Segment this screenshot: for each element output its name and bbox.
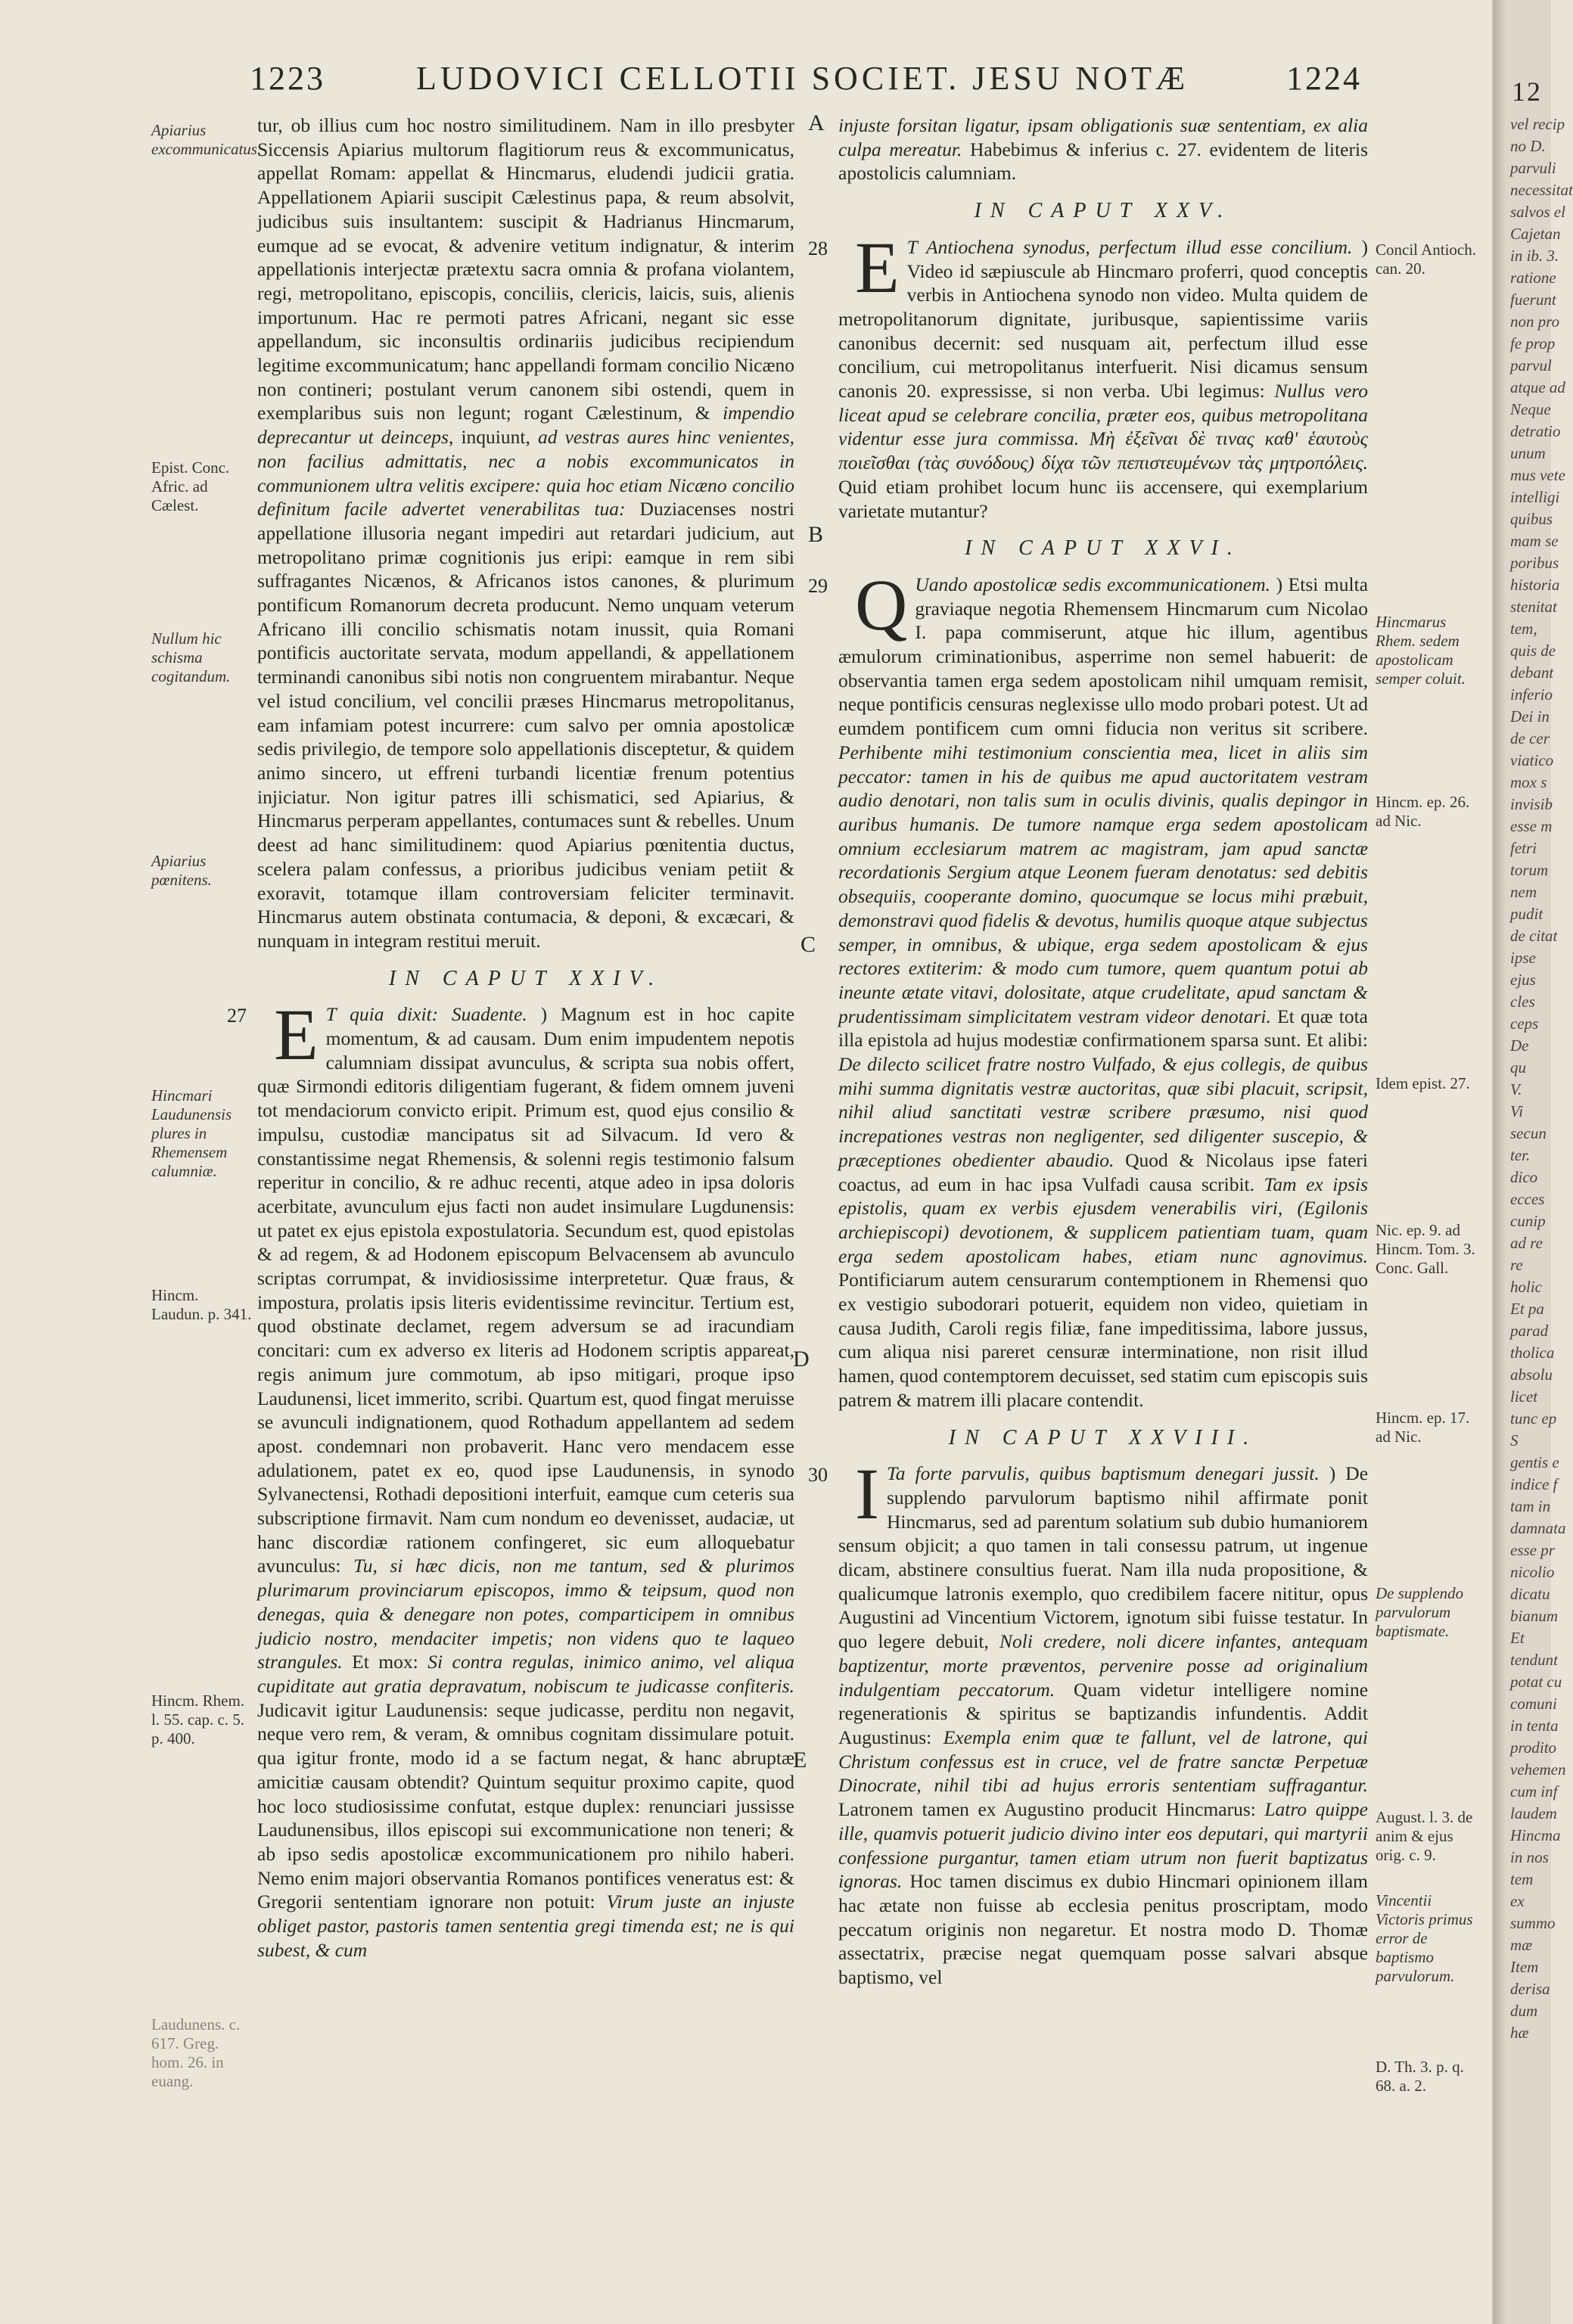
facing-page-line: de citat xyxy=(1510,927,1558,945)
facing-page-line: cles xyxy=(1510,993,1535,1011)
facing-page-line: ceps xyxy=(1510,1014,1539,1033)
paragraph-text: Judicavit igitur Laudunensis: seque judicasse, perditu non negavit, neque vero rem, & veram, & omnibus cognitam dissimulare potuit. qua igitur fronte, modo id a se factum negat, & hanc abruptæ amicitiæ causam obtendit? Quintum sequitur proximo capite, quod hoc loco studiosissime confutat, estque duplex: renunciari jussisse Laudunensibus, illos episcopi sui excommunicatione non teneri; & ab ipso sedis apostolicæ excommunicationem pro nihilo haberi. Nemo enim majori observantia Romanos pontifices veneratus est: & Gregorii sententiam ignorare non potuit: xyxy=(257,1698,794,1913)
quotation: Noli credere, noli dicere infantes, antequam baptizentur, morte præventos, pervenire posse ad originalium indulgentiam peccatorum. xyxy=(838,1630,1369,1701)
paragraph-number: 29 xyxy=(808,574,828,597)
section-heading-caput-xxviii: IN CAPUT XXVIII. xyxy=(948,1425,1258,1449)
margin-note-right-5: Nic. ep. 9. ad Hincm. Tom. 3. Conc. Gall. xyxy=(1376,1221,1475,1277)
margin-note-right-8: August. l. 3. de anim & ejus orig. c. 9. xyxy=(1376,1808,1473,1864)
paragraph-text: ) De supplendo parvulorum baptismo nihil affirmate ponit Hincmarus, sed ad parentum solatium sub dubio humaniorem sensum objicit; a quo tamen in tali consessu patrum, ut ingenue dicam, abstinere consultius fuerat. Nam illa nuda propositione, & qualicumque latronis exemplo, quo credibilem facere nititur, opus Augustini ad Vincentium Victorem, ignotum sibi fuisse testatur. In quo legere debuit, xyxy=(838,1462,1369,1653)
facing-page-line: absolu xyxy=(1510,1366,1553,1384)
facing-page-line: nem xyxy=(1510,883,1537,901)
paragraph-text: Latronem tamen ex Augustino producit Hincmarus: xyxy=(838,1798,1256,1821)
facing-page-line: mæ xyxy=(1510,1936,1533,1954)
quotation: Tam ex ipsis epistolis, quam ex verbis ejusdem venerabilis viri, (Egilonis archiepiscopi) devotionem, & supplicem patientiam tuam, quam erga sedem apostolicam habes, etiam nunc agnovimus. xyxy=(838,1173,1369,1267)
facing-page-line: Neque xyxy=(1510,400,1551,418)
facing-page-line: torum xyxy=(1510,861,1549,879)
facing-page-line: S xyxy=(1510,1431,1519,1449)
facing-page-line: parvuli xyxy=(1510,159,1556,177)
paragraph-text: Quid etiam prohibet locum hunc iis accensere, qui exemplarium varietate mutantur? xyxy=(838,475,1368,522)
margin-note-right-2: Hincmarus Rhem. sedem apostolicam semper coluit. xyxy=(1376,613,1466,688)
facing-page-line: summo xyxy=(1510,1914,1556,1932)
facing-page-line: invisib xyxy=(1510,795,1553,813)
facing-page-line: bianum xyxy=(1510,1607,1558,1625)
paragraph-text: Pontificiarum autem censurarum contemptionem in Rhemensi quo ex vestigio subodorari potuerit, equidem non video, quietiam in causa Judith, Caroli regis filiæ, fane impeditissima, labore jussus, cum aliqua nisi pareret censuræ interminatione, non risit illud hamen, quod contemptorem decuisset, sed statim cum episcopis suis patrem & matrem illi placare contendit. xyxy=(838,1269,1368,1411)
facing-page-line: De xyxy=(1510,1036,1529,1055)
margin-note-right-4: Idem epist. 27. xyxy=(1376,1074,1470,1092)
margin-note-left-3: Nullum hic schisma cogitandum. xyxy=(151,629,231,685)
facing-page-line: damnata xyxy=(1510,1519,1566,1537)
facing-page-line: fe prop xyxy=(1510,334,1556,353)
quotation: Perhibente mihi testimonium conscientia mea, licet in aliis sim peccator: tamen in his de quibus me apud auctoritatem vestram audio denotari, non talis sum in oculis divinis, qualis depingor in auribus humanis. De tumore namque erga sedem apostolicam omnium ecclesiarum matrem ac magistram, jam apud sanctæ recordationis Sergium atque Leonem fueram denotatus: sed debitis obsequiis, cooperante domino, quocumque se locus mihi præbuit, demonstravi quod fidelis & devotus, humilis quoque atque subjectus semper, in omnibus, & ubique, erga sedem apostolicam & ejus rectores extiterim: & modo cum tumore, quem quantum potui ab ineunte ætate vitavi, dolositate, atque crudelitate, apud sanctam & prudentissimam simplicitatem vestram videor denotari. xyxy=(838,741,1368,1027)
margin-note-right-9: Vincentii Victoris primus error de baptismo parvulorum. xyxy=(1376,1891,1473,1985)
facing-page-line: debant xyxy=(1510,663,1554,682)
facing-page-line: parvul xyxy=(1510,356,1552,374)
facing-page-line: tendunt xyxy=(1510,1651,1558,1669)
margin-note-left-4: Apiarius pœnitens. xyxy=(151,852,212,889)
facing-page-line: necessitat xyxy=(1510,181,1573,199)
quotation: Nullus vero liceat apud se celebrare concilia, præter eos, quibus metropolitana videntur esse jura commissa. xyxy=(838,380,1369,450)
facing-page-line: unum xyxy=(1510,444,1546,462)
column-letter-c: C xyxy=(800,932,816,957)
facing-page-line: in tenta xyxy=(1510,1717,1559,1735)
facing-page-line: stenitat xyxy=(1510,598,1557,616)
facing-page-line: vehemen xyxy=(1510,1760,1566,1779)
left-opening-quote: impendio deprecantur ut deinceps xyxy=(257,402,794,449)
facing-page-line: viatico xyxy=(1510,751,1554,769)
facing-page-line: salvos el xyxy=(1510,203,1565,221)
lemma: T Antiochena synodus, perfectum illud esse concilium. xyxy=(906,235,1353,258)
header-title: LUDOVICI CELLOTII SOCIET. JESU NOTÆ xyxy=(416,60,1189,97)
drop-cap: E xyxy=(855,226,900,308)
facing-page-line: esse m xyxy=(1510,817,1553,835)
facing-page-line: poribus xyxy=(1510,554,1559,572)
margin-note-right-1: Concil Antioch. can. 20. xyxy=(1376,241,1476,278)
quotation: Si contra regulas, inimico animo, vel aliqua cupiditate aut gratia depravatum, nobiscum te judicasse confiteris. xyxy=(257,1651,795,1697)
facing-page-line: re xyxy=(1510,1256,1523,1274)
facing-page-text xyxy=(1510,113,1573,2044)
drop-cap: I xyxy=(855,1453,879,1535)
facing-page-line: mam se xyxy=(1510,532,1559,550)
facing-page-line: Dei in xyxy=(1510,707,1550,725)
quotation: Virum juste an injuste obliget pastor, pastoris tamen sententia gregi timenda est; ne is qui subest, & cum xyxy=(257,1891,794,1961)
facing-page-line: atque ad xyxy=(1510,378,1565,396)
facing-page-line: ter. xyxy=(1510,1146,1531,1164)
margin-note-right-7: De supplendo parvulorum baptismate. xyxy=(1376,1584,1464,1640)
facing-page-line: licet xyxy=(1510,1387,1538,1406)
facing-page-line: ejus xyxy=(1510,971,1536,989)
margin-note-right-6: Hincm. ep. 17. ad Nic. xyxy=(1376,1409,1470,1446)
drop-cap: Q xyxy=(855,564,908,645)
facing-page-line: laudem xyxy=(1510,1804,1557,1822)
facing-page-line: quis de xyxy=(1510,642,1556,660)
facing-page-line: dico xyxy=(1510,1168,1538,1186)
facing-page-line: prodito xyxy=(1510,1738,1557,1757)
quotation: Latro quippe ille, quamvis potuerit judicio divino inter eos deputari, qui martyrii confessione purgantur, tamen etiam utrum non fuerit baptizatus ignoras. xyxy=(838,1798,1368,1893)
facing-page-line: tem xyxy=(1510,1870,1534,1888)
facing-page-line: ecces xyxy=(1510,1190,1545,1208)
left-column xyxy=(227,113,795,1962)
facing-page-line: tunc ep xyxy=(1510,1409,1557,1428)
paragraph-30 xyxy=(808,1453,1369,1989)
facing-page-line: mox s xyxy=(1510,773,1547,791)
facing-page-line: quibus xyxy=(1510,510,1553,528)
left-opening-paragraph xyxy=(257,113,794,953)
facing-page-line: historia xyxy=(1510,576,1560,594)
facing-page-line: indice f xyxy=(1510,1475,1558,1493)
facing-page-line: gentis e xyxy=(1510,1453,1559,1471)
facing-page-line: Item xyxy=(1510,1958,1539,1976)
margin-note-left-7: Hincm. Rhem. l. 55. cap. c. 5. p. 400. xyxy=(151,1692,245,1748)
facing-page-line: ex xyxy=(1510,1892,1525,1910)
facing-page-line: Hincma xyxy=(1510,1826,1561,1844)
facing-page-line: mus vete xyxy=(1510,466,1565,484)
column-letter-b: B xyxy=(808,522,824,547)
page-number-right: 1224 xyxy=(1286,60,1362,97)
facing-page-line: in nos xyxy=(1510,1848,1549,1866)
facing-page-line: tholica xyxy=(1510,1344,1555,1362)
margin-note-left-1: Apiarius excommunicatus. xyxy=(151,121,262,158)
margin-note-right-10: D. Th. 3. p. q. 68. a. 2. xyxy=(1376,2058,1464,2095)
facing-page-line: potat cu xyxy=(1510,1673,1562,1691)
facing-page-line: ipse xyxy=(1510,949,1536,967)
facing-page-line: derisa xyxy=(1510,1980,1550,1998)
facing-page-line: comuni xyxy=(1510,1695,1557,1713)
greek-quotation: Μὴ ἐξεῖναι δὲ τινας καθ' ἑαυτοὺς ποιεῖσθαι (τὰς συνόδους) δίχα τῶν πεπιστευμένων τὰς μητροπόλεις. xyxy=(838,427,1368,474)
facing-page-line: de cer xyxy=(1510,729,1550,747)
lemma: T quia dixit: Suadente. xyxy=(325,1003,527,1026)
left-opening-inquiunt: , inquiunt, xyxy=(448,426,530,449)
facing-page-line: cunip xyxy=(1510,1212,1546,1230)
right-opening-paragraph xyxy=(838,113,1368,185)
margin-note-left-8: Laudunens. c. 617. Greg. hom. 26. in euang. xyxy=(151,2015,241,2090)
facing-page-line: Et pa xyxy=(1510,1300,1544,1318)
facing-page-number: 12 xyxy=(1512,76,1542,107)
facing-page-line: intelligi xyxy=(1510,488,1560,506)
facing-page-line: dum xyxy=(1510,2002,1538,2020)
quotation: injuste forsitan ligatur, ipsam obligationis suæ sententiam, ex alia culpa mereatur. xyxy=(838,114,1368,160)
quotation: Tu, si hæc dicis, non me tantum, sed & plurimos plurimarum provinciarum episcopos, immo & teipsum, quod non denegas, quia & denegare non potes, comparticipem in omnibus judicio nostro, mendaciter impetis; non videns quo te laqueo strangules. xyxy=(257,1555,794,1673)
paragraph-text: ) Magnum est in hoc capite momentum, & ad causam. Dum enim impudentem nepotis calumniam dissipat avunculus, & scripta sua nobis offert, quæ Sirmondi editoris diligentiam fugerant, & fidem omnem juveni tot mendaciorum convicto eripit. Primum est, quod ejus consilio & impulsu, custodiæ mancipatus sit ad Silvacum. Id vero & constantissime negat Rhemensis, & solenni regis testimonio falsum reperitur in concilio, & re adhuc recenti, atque adeo in ipsa doloris acerbitate, avunculum ejus facti non audet insimulare Lugdunensis: ut patet ex ejus epistola expostulatoria. Secundum est, quod epistolas & ad regem, & ad Hodonem episcopum Belvacensem ab avunculo scriptas corrumpat, & invidiosissime interpretetur. Quæ fraus, & impostura, prolatis ipsis literis evidentissime revincitur. Tertium est, quod obstinate declamet, regem adversum se ad iracundiam concitari: cum ex adverso ex literis ad Hodonem scriptis appareat, regis animum jure commotum, ab ipso mitigari, proque ipso Laudunensi, licet immerito, scribi. Quartum est, quod fingat meruisse se avunculi indignationem, quod Rothadum appellantem ad sedem apost. condemnari non probaverit. Hanc vero mendacem esse adulationem, patet ex eo, quod ipse Laudunensis, in synodo Sylvanectensi, Rothadi depositioni interfuit, eamque cum ceteris sua subscriptione firmavit. Nam cum nondum eo devenisset, audaciæ, ut hanc discordiæ rationem confingeret, sic eum alloquebatur avunculus: xyxy=(257,1003,795,1577)
paragraph-text: Hoc tamen discimus ex dubio Hincmari opinionem illam hac ætate non fuisse ab ecclesia penitus proscriptam, modo peccatum originis non negaretur. Et nostra modo D. Thomæ assectatrix, præcise negat quemquam posse salvari absque baptismo, vel xyxy=(838,1870,1369,1989)
paragraph-29 xyxy=(808,564,1369,1412)
facing-page-line: Et xyxy=(1510,1629,1525,1647)
paragraph-text: ) Video id sæpiuscule ab Hincmaro proferri, quod conceptis verbis in Antiochena synodo non video. Multa quidem de metropolitanorum dignitate, juribusque, sapientissime variis canonibus decernit: sed nusquam ait, perfectum illud esse concilium, cui metropolitanus interfuerit. Nisi dicamus sensum canonis 20. expressisse, si non verba. Ubi legimus: xyxy=(838,235,1368,402)
facing-page-line: ratione xyxy=(1510,269,1556,287)
paragraph-text: Habebimus & inferius c. 27. evidentem de literis apostolicis calumniam. xyxy=(838,138,1369,185)
page-number-left: 1223 xyxy=(250,60,325,97)
facing-page-line: parad xyxy=(1510,1322,1549,1340)
quotation: De dilecto scilicet fratre nostro Vulfado, & ejus collegis, de quibus mihi summa dignitatis vestræ auctoritas, quæ sibi placuit, scripsit, nihil aliud sanctitati vestræ scribere præsumo, nisi quod increpationes vestras non negligenter, sed diligenter suscepio, & præceptiones obedienter abaudio. xyxy=(838,1053,1368,1171)
paragraph-number: 27 xyxy=(227,1005,247,1027)
facing-page-line: hæ xyxy=(1510,2024,1529,2042)
margin-note-left-2: Epist. Conc. Afric. ad Cælest. xyxy=(151,458,230,514)
binding-shadow xyxy=(1494,0,1506,2324)
facing-page-line: inferio xyxy=(1510,685,1553,704)
facing-page-line: secun xyxy=(1510,1124,1547,1142)
paragraph-text: Et quæ tota illa epistola ad hujus modestiæ confirmationem sparsa sunt. Et alibi: xyxy=(838,1005,1368,1052)
quotation: Exempla enim quæ te fallunt, vel de latrone, qui Christum confessus est in cruce, vel de fratre sanctæ Perpetuæ Dinocrate, nihil tibi ad hujus erroris sententiam suffragantur. xyxy=(838,1726,1369,1797)
facing-page-line: in ib. 3. xyxy=(1510,247,1559,265)
paragraph-number: 30 xyxy=(808,1464,828,1487)
facing-page-line: V. xyxy=(1510,1080,1522,1098)
margin-note-right-3: Hincm. ep. 26. ad Nic. xyxy=(1376,793,1470,830)
facing-page-line: qu xyxy=(1510,1058,1526,1077)
facing-page-line: fetri xyxy=(1510,839,1537,857)
right-column xyxy=(808,113,1369,1990)
facing-page-line: tem, xyxy=(1510,620,1537,638)
facing-page-line: fuerunt xyxy=(1510,290,1556,309)
margin-note-left-5: Hincmari Laudunensis plures in Rhemensem calumniæ. xyxy=(151,1086,232,1180)
lemma: Ta forte parvulis, quibus baptismum denegari jussit. xyxy=(886,1462,1320,1485)
facing-page-line: Cajetan xyxy=(1510,225,1561,243)
column-letter-e: E xyxy=(793,1748,807,1773)
facing-page-line: non pro xyxy=(1510,312,1560,331)
lemma: Uando apostolicæ sedis excommunicationem. xyxy=(915,573,1270,595)
left-opening-quote-2: ad vestras aures hinc venientes, non facilius admittatis, nec a nobis excommunicatos in communionem ultra velitis excipere: quia hoc etiam Nicæno concilio definitum facile advertet venerabilitas tua: xyxy=(257,426,794,520)
section-heading-caput-xxiv: IN CAPUT XXIV. xyxy=(388,966,664,990)
paragraph-28 xyxy=(808,226,1369,523)
facing-page-line: detratio xyxy=(1510,422,1561,440)
paragraph-text: Et mox: xyxy=(352,1651,418,1673)
facing-page-line: esse pr xyxy=(1510,1541,1555,1559)
column-letter-a: A xyxy=(808,110,825,135)
facing-page-line: nicolio xyxy=(1510,1563,1555,1581)
section-heading-caput-xxv: IN CAPUT XXV. xyxy=(974,199,1233,223)
section-heading-caput-xxvi: IN CAPUT XXVI. xyxy=(965,536,1242,561)
facing-page-line: Vi xyxy=(1510,1102,1524,1120)
paragraph-27 xyxy=(227,994,795,1962)
paragraph-text: ) Etsi multa graviaque negotia Rhemensem Hincmarum cum Nicolao I. papa commiserunt, atque hic illum, agentibus æmulorum criminationibus, asperrime non semel habuerit: de observantia tamen erga sedem apostolicam nihil umquam remisit, neque pontificis censuras neglexisse ullo modo probari potest. Ut ad eumdem pontificem cum omni fiducia non veritus sit scribere. xyxy=(838,573,1369,740)
facing-page-line: vel recip xyxy=(1510,115,1565,133)
facing-page-line: dicatu xyxy=(1510,1585,1550,1603)
facing-page-edge xyxy=(1492,0,1573,2324)
paragraph-text: Quam videtur intelligere nomine regenerationis & spiritus se baptizandis infundentis. Addit Augustinus: xyxy=(838,1678,1369,1748)
facing-page-line: cum inf xyxy=(1510,1782,1558,1800)
left-opening-text: tur, ob illius cum hoc nostro similitudinem. Nam in illo presbyter Siccensis Apiarius multorum flagitiorum reus & excommunicatus, appellat Romam: appellat & Hincmarus, eludendi judicii gratia. Appellationem Apiarii suscipit Cælestinus papa, & reum absolvit, judicibus suis insultantem: suscipit & Hadrianus Hincmarum, eumque ad se evocat, & advenire vetitum indignatur, & interim appellationis interjectæ prætextu sacra omnia & profana violantem, regi, metropolitano, episcopis, conciliis, clericis, laicis, suis, alienis importunum. Hac re permoti patres Africani, negant sic esse appellandum, sic inconsultis ordinariis judicibus recipiendum legitime excommunicatum; hanc appellandi formam concilio Nicæno non contineri; postulant verum canonem sibi ostendi, quem in exemplaribus suis non legunt; rogant Cælestinum, & xyxy=(257,114,794,424)
facing-page-line: holic xyxy=(1510,1278,1542,1296)
running-header xyxy=(250,59,1491,104)
paragraph-number: 28 xyxy=(808,237,828,259)
column-letter-d: D xyxy=(793,1347,810,1372)
facing-page-line: tam in xyxy=(1510,1497,1551,1515)
facing-page-line: pudit xyxy=(1510,905,1543,923)
paragraph-text: Quod & Nicolaus ipse fateri coactus, ad eum in hac ipsa Vulfadi causa scribit. xyxy=(838,1148,1368,1195)
drop-cap: E xyxy=(274,994,319,1076)
facing-page-line: no D. xyxy=(1510,137,1546,155)
left-opening-text-end: Duziacenses nostri appellatione illusoria negant impediri aut retardari judicium, aut metropolitano primæ cognitionis jus eripi: eamque in rem sibi suffragantes Nicænos, & Africanos istos canones, & plurimum pontificum Romanorum decreta producunt. Nemo unquam veterum Africano illi concilio schismatis notam inussit, quia Romani pontificis auctoritate servata, modum appellandi, & appellationem terminandi canonibus sibi notis non congruentem mirabantur. Neque vel istud concilium, vel concilii præses Hincmarus metropolitanus, eam infamiam potest incurrere: cum salvo per omnia apostolicæ sedis privilegio, de tempore solo appellationis disceptetur, & quidem animo sincero, ut effreni turbandi licentiæ frenum potentius injiciatur. Non igitur patres illi schismatici, sed Apiarius, & Hincmarus perperam appellantes, contumaces sunt & rebelles. Unum deest ad hanc similitudinem: quod Apiarius pœnitentia ductus, scelera palam confessus, a prioribus judicibus veniam petiit & exoravit, totamque illam controversiam feliciter terminavit. Hincmarus autem obstinata contumacia, & deponi, & excæcari, & nunquam in integram restitui meruit. xyxy=(257,498,795,952)
margin-note-left-6: Hincm. Laudun. p. 341. xyxy=(151,1286,252,1323)
facing-page-line: ad re xyxy=(1510,1234,1543,1252)
